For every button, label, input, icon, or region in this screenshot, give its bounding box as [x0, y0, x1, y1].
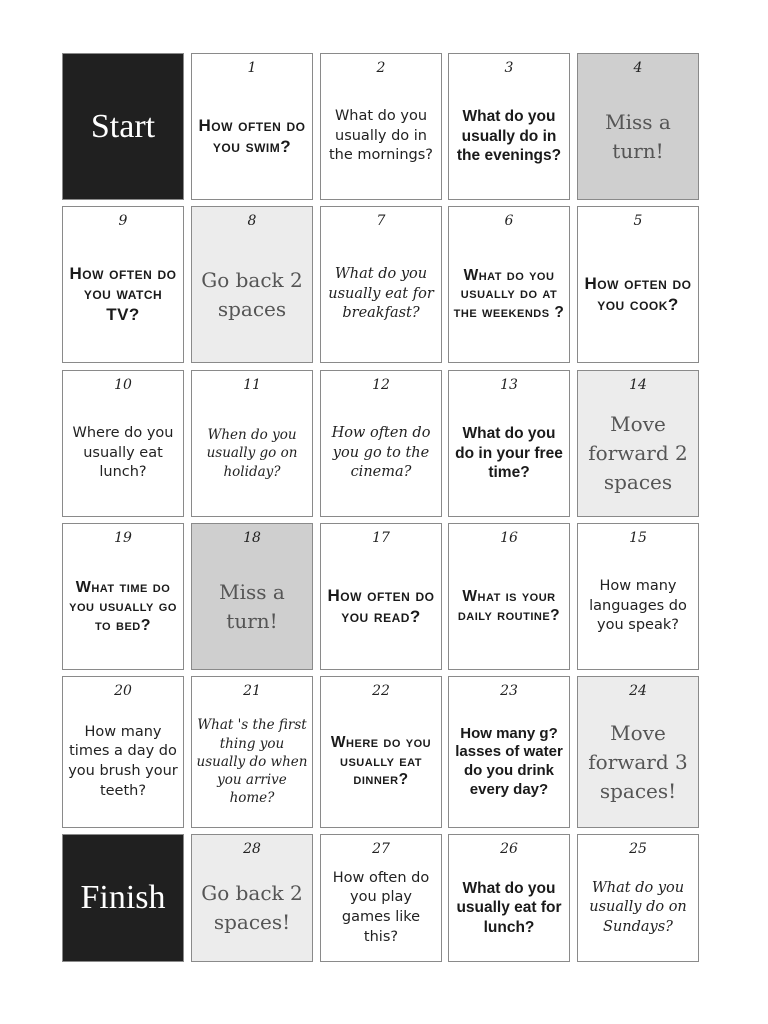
square-number: 15 [629, 530, 647, 546]
square-11[interactable] [191, 370, 313, 517]
square-question: What do you usually eat for lunch? [456, 879, 562, 936]
square-number: 20 [114, 683, 132, 699]
square-16[interactable] [448, 523, 570, 670]
square-14[interactable] [577, 370, 699, 517]
square-22[interactable] [320, 676, 442, 828]
square-23[interactable] [448, 676, 570, 828]
square-number: 1 [247, 60, 257, 76]
square-number: 19 [114, 530, 132, 546]
square-number: 23 [500, 683, 518, 699]
start-label: Start [90, 107, 156, 145]
square-24[interactable] [577, 676, 699, 828]
square-number: 9 [118, 213, 128, 229]
square-number: 10 [114, 377, 132, 393]
square-question: What do you usually do on Sundays? [589, 879, 687, 935]
square-9[interactable] [62, 206, 184, 363]
square-number: 16 [500, 530, 518, 546]
square-number: 21 [243, 683, 261, 699]
square-number: 11 [243, 377, 261, 393]
square-number: 27 [372, 841, 390, 857]
square-question: What do you usually do in the evenings? [456, 108, 562, 165]
square-number: 2 [376, 60, 386, 76]
square-question: How many times a day do you brush your teeth? [68, 723, 178, 799]
square-20[interactable] [62, 676, 184, 828]
square-question: What do you do in your free time? [455, 425, 563, 482]
square-number: 8 [247, 213, 257, 229]
square-18[interactable] [191, 523, 313, 670]
square-number: 6 [504, 213, 514, 229]
square-4[interactable] [577, 53, 699, 200]
square-question: How many g?lasses of water do you drink every day? [455, 724, 563, 798]
start-square[interactable] [62, 53, 184, 200]
square-number: 12 [372, 377, 390, 393]
square-action: Go back 2 spaces! [201, 881, 303, 934]
finish-label: Finish [80, 879, 166, 916]
square-26[interactable] [448, 834, 570, 962]
square-12[interactable] [320, 370, 442, 517]
square-question: What do you usually do in the mornings? [329, 108, 433, 164]
square-action: Move forward 2 spaces [588, 412, 688, 494]
square-5[interactable] [577, 206, 699, 363]
square-question: What do you usually eat for breakfast? [328, 266, 434, 322]
square-28[interactable] [191, 834, 313, 962]
square-number: 7 [376, 213, 386, 229]
square-question: How often do you read? [327, 586, 435, 626]
square-15[interactable] [577, 523, 699, 670]
square-3[interactable] [448, 53, 570, 200]
square-8[interactable] [191, 206, 313, 363]
square-question: How often do you cook? [584, 274, 692, 314]
square-number: 17 [372, 530, 390, 546]
square-question: How often do you swim? [198, 116, 306, 156]
square-19[interactable] [62, 523, 184, 670]
square-number: 4 [633, 60, 643, 76]
square-number: 5 [633, 213, 643, 229]
square-question: How often do you watch TV? [69, 263, 177, 324]
square-1[interactable] [191, 53, 313, 200]
square-question: What 's the first thing you usually do when you arrive home? [196, 717, 308, 807]
square-number: 13 [500, 377, 518, 393]
square-10[interactable] [62, 370, 184, 517]
square-question: How often do you play games like this? [332, 869, 430, 945]
square-27[interactable] [320, 834, 442, 962]
square-question: What do you usually do at the weekends ? [453, 266, 565, 321]
square-action: Move forward 3 spaces! [588, 720, 688, 803]
square-number: 26 [500, 841, 518, 857]
square-13[interactable] [448, 370, 570, 517]
square-action: Go back 2 spaces [201, 267, 303, 321]
square-number: 18 [243, 530, 261, 546]
square-number: 24 [629, 683, 647, 699]
square-7[interactable] [320, 206, 442, 363]
square-question: Where do you usually eat dinner? [330, 734, 432, 789]
square-number: 14 [629, 377, 647, 393]
square-6[interactable] [448, 206, 570, 363]
square-action: Miss a turn! [219, 579, 285, 633]
finish-square[interactable] [62, 834, 184, 962]
square-number: 28 [243, 841, 261, 857]
square-21[interactable] [191, 676, 313, 828]
square-question: When do you usually go on holiday? [206, 427, 298, 480]
square-question: What time do you usually go to bed? [69, 578, 177, 635]
square-question: How often do you go to the cinema? [331, 425, 431, 481]
square-number: 3 [504, 60, 514, 76]
square-question: Where do you usually eat lunch? [72, 425, 174, 481]
square-question: How many languages do you speak? [589, 578, 687, 634]
square-number: 22 [372, 683, 390, 699]
square-number: 25 [629, 841, 647, 857]
square-2[interactable] [320, 53, 442, 200]
square-17[interactable] [320, 523, 442, 670]
square-action: Miss a turn! [605, 109, 671, 163]
square-25[interactable] [577, 834, 699, 962]
square-question: What is your daily routine? [457, 587, 561, 624]
